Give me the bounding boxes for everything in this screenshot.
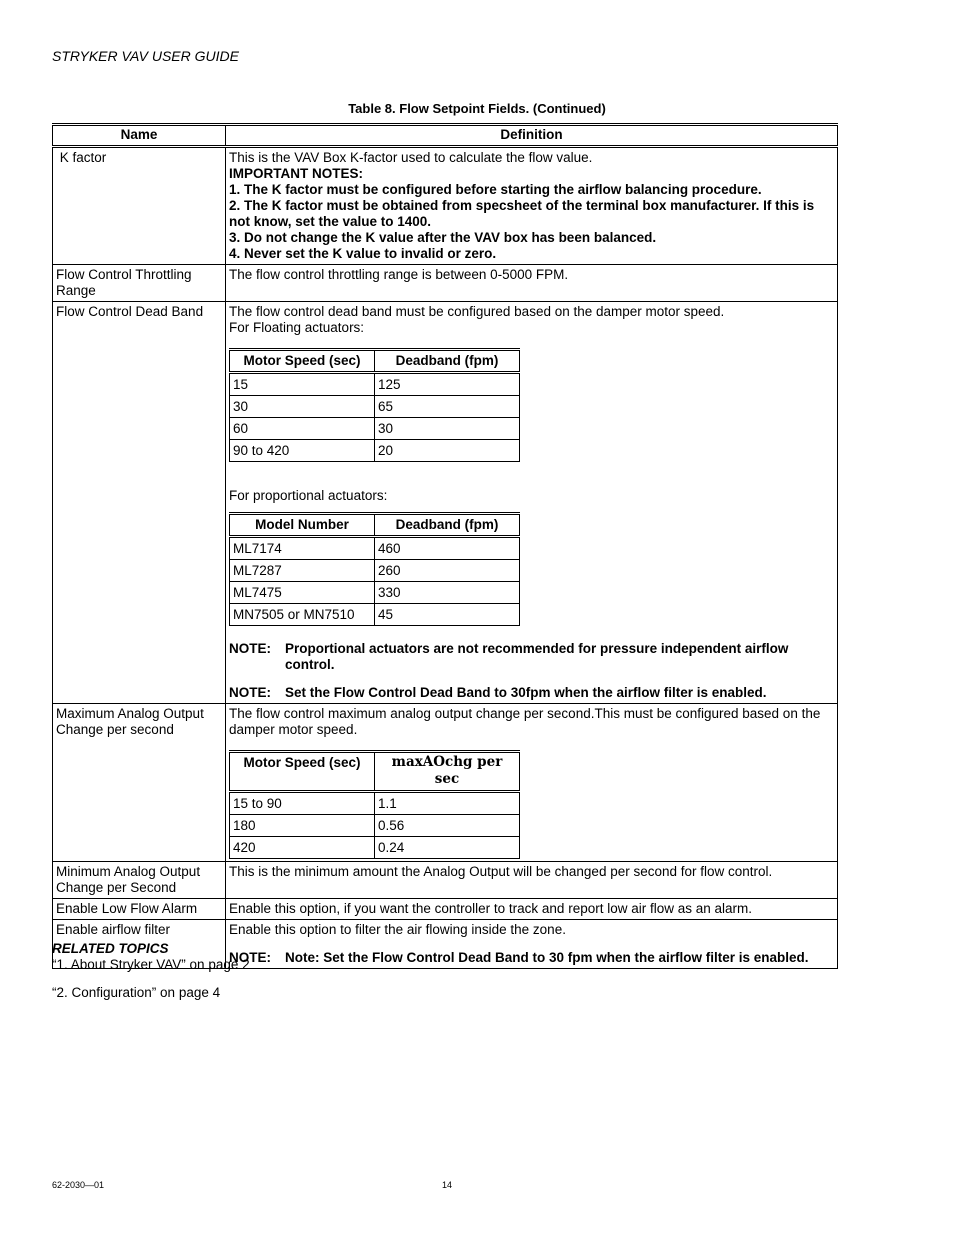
note-text: Proportional actuators are not recommended for pressure independent airflow control. — [285, 641, 789, 672]
row-definition-airflow-filter — [226, 920, 838, 969]
table-row — [230, 560, 520, 582]
cell: 65 — [375, 396, 520, 418]
cell: 90 to 420 — [230, 440, 375, 462]
table-row — [53, 265, 838, 302]
row-definition-deadband — [226, 302, 838, 704]
k-factor-description: This is the VAV Box K-factor used to calculate the flow value. — [229, 150, 593, 165]
airflow-filter-note — [229, 950, 834, 966]
table-row — [53, 302, 838, 704]
deadband-note-2 — [229, 685, 834, 701]
note-text: Set the Flow Control Dead Band to 30fpm when the airflow filter is enabled. — [285, 685, 767, 700]
cell: 260 — [375, 560, 520, 582]
table-row — [230, 582, 520, 604]
proportional-actuators-label: For proportional actuators: — [229, 488, 388, 503]
row-definition-min-ao: This is the minimum amount the Analog Output will be changed per second for flow control. — [226, 862, 838, 899]
table-row — [230, 373, 520, 396]
floating-deadband-table — [229, 348, 520, 462]
row-name-deadband: Flow Control Dead Band — [53, 302, 226, 704]
table-row — [230, 837, 520, 859]
row-name-max-ao: Maximum Analog Output Change per second — [53, 704, 226, 862]
cell: 30 — [230, 396, 375, 418]
table-caption: Table 8. Flow Setpoint Fields. (Continued) — [348, 101, 606, 116]
document-header: STRYKER VAV USER GUIDE — [52, 48, 239, 64]
table-row — [53, 899, 838, 920]
sub-header: Deadband (fpm) — [375, 514, 520, 537]
page-number: 14 — [442, 1180, 453, 1190]
row-name-k-factor: K factor — [53, 147, 226, 265]
important-note-2: 2. The K factor must be obtained from specsheet of the terminal box manufacturer. If this is not know, set the value to 1400. — [229, 198, 815, 229]
sub-header: Motor Speed (sec) — [230, 752, 375, 792]
cell: 15 — [230, 373, 375, 396]
cell: 30 — [375, 418, 520, 440]
cell: 460 — [375, 537, 520, 560]
row-definition-low-flow: Enable this option, if you want the controller to track and report low air flow as an alarm. — [226, 899, 838, 920]
table-row — [53, 704, 838, 862]
cell: 20 — [375, 440, 520, 462]
table-row — [230, 440, 520, 462]
important-note-3: 3. Do not change the K value after the VAV box has been balanced. — [229, 230, 657, 245]
note-label: NOTE: — [229, 950, 271, 965]
important-note-4: 4. Never set the K value to invalid or zero. — [229, 246, 497, 261]
note-label: NOTE: — [229, 641, 271, 656]
deadband-description: The flow control dead band must be configured based on the damper motor speed. — [229, 304, 725, 319]
column-header-definition: Definition — [226, 125, 838, 147]
cell: 45 — [375, 604, 520, 626]
flow-setpoint-table — [52, 123, 838, 969]
cell: MN7505 or MN7510 — [230, 604, 375, 626]
cell: 60 — [230, 418, 375, 440]
row-definition-throttling: The flow control throttling range is between 0-5000 FPM. — [226, 265, 838, 302]
proportional-deadband-table — [229, 512, 520, 626]
sub-header: maxAOchg per sec — [375, 752, 520, 792]
important-notes-heading: IMPORTANT NOTES: — [229, 166, 363, 181]
sub-header: Deadband (fpm) — [375, 350, 520, 373]
row-definition-k-factor — [226, 147, 838, 265]
note-text: Note: Set the Flow Control Dead Band to 30 fpm when the airflow filter is enabled. — [285, 950, 809, 965]
table-row — [230, 537, 520, 560]
sub-header: Motor Speed (sec) — [230, 350, 375, 373]
cell: ML7475 — [230, 582, 375, 604]
related-topics — [52, 941, 250, 1001]
table-row — [230, 418, 520, 440]
row-name-airflow-filter: Enable airflow filter — [53, 920, 226, 969]
related-topics-title: RELATED TOPICS — [52, 941, 169, 956]
cell: 1.1 — [375, 792, 520, 815]
cell: 15 to 90 — [230, 792, 375, 815]
important-note-1: 1. The K factor must be configured before starting the airflow balancing procedure. — [229, 182, 762, 197]
row-name-throttling: Flow Control Throttling Range — [53, 265, 226, 302]
cell: 330 — [375, 582, 520, 604]
cell: 180 — [230, 815, 375, 837]
row-name-min-ao: Minimum Analog Output Change per Second — [53, 862, 226, 899]
cell: 0.24 — [375, 837, 520, 859]
cell: 125 — [375, 373, 520, 396]
table-row — [230, 792, 520, 815]
table-row — [230, 396, 520, 418]
related-link-about[interactable]: “1. About Stryker VAV” on page 2 — [52, 957, 250, 972]
floating-actuators-label: For Floating actuators: — [229, 320, 365, 335]
cell: ML7174 — [230, 537, 375, 560]
cell: ML7287 — [230, 560, 375, 582]
row-name-low-flow: Enable Low Flow Alarm — [53, 899, 226, 920]
deadband-note-1 — [229, 641, 834, 673]
sub-header: Model Number — [230, 514, 375, 537]
max-ao-table — [229, 750, 520, 859]
table-row — [230, 815, 520, 837]
column-header-name: Name — [53, 125, 226, 147]
table-row — [230, 604, 520, 626]
related-link-configuration[interactable]: “2. Configuration” on page 4 — [52, 985, 221, 1000]
airflow-filter-description: Enable this option to filter the air flowing inside the zone. — [229, 922, 566, 937]
cell: 420 — [230, 837, 375, 859]
max-ao-description: The flow control maximum analog output change per second.This must be configured based on the damper motor speed. — [229, 706, 821, 737]
table-row — [53, 862, 838, 899]
document-number: 62-2030—01 — [52, 1180, 105, 1190]
row-definition-max-ao — [226, 704, 838, 862]
table-row — [53, 147, 838, 265]
note-label: NOTE: — [229, 685, 271, 700]
cell: 0.56 — [375, 815, 520, 837]
